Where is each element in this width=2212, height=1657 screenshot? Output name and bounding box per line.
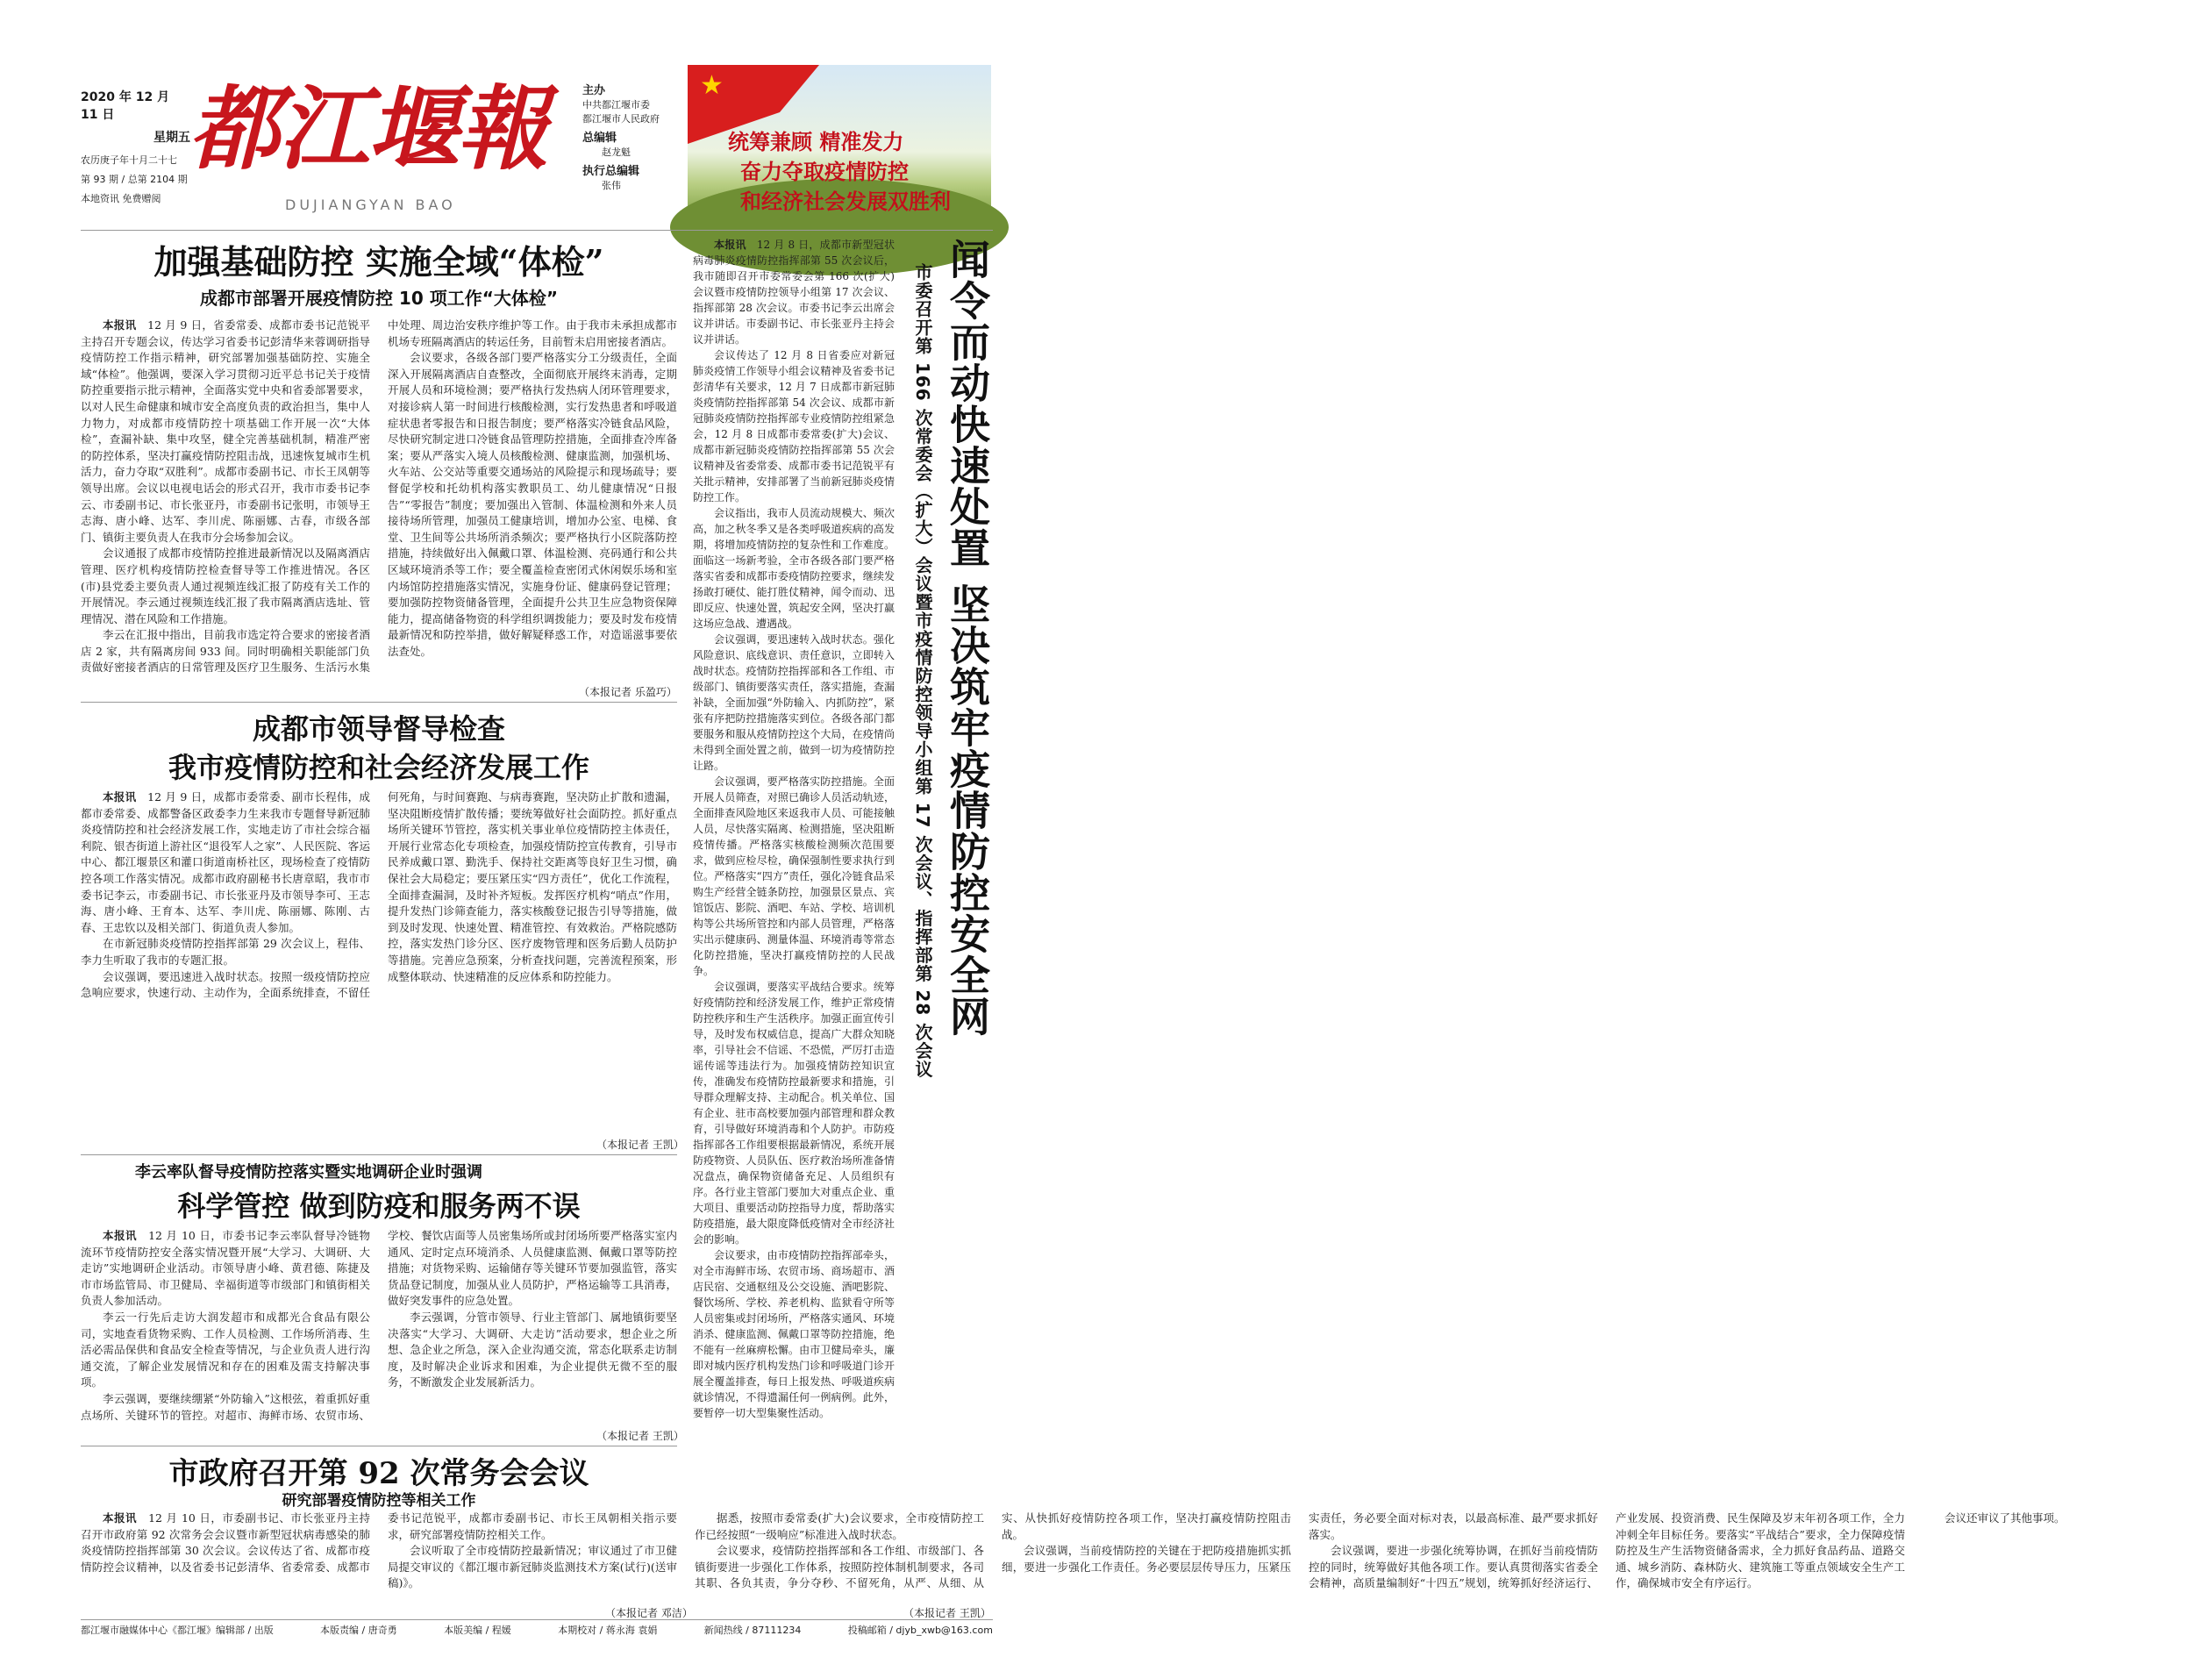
- article5-body: [693, 237, 895, 1598]
- date-block: [81, 88, 190, 205]
- article1-body: [81, 318, 677, 679]
- sponsor-block: [582, 84, 688, 193]
- article4-lead: 本报讯: [103, 1511, 138, 1525]
- banner-line-2: 奋力夺取疫情防控: [740, 160, 909, 184]
- paragraph: 据悉，按照市委常委(扩大)会议要求，全市疫情防控工作已经按照“一级响应”标准进入战时状态。: [695, 1511, 984, 1541]
- lunar-date: 农历庚子年十月二十七: [81, 154, 177, 166]
- article5-credit: （本报记者 王凯）: [903, 1607, 991, 1619]
- article1-divider: [81, 702, 677, 703]
- article2-divider: [81, 1154, 677, 1155]
- article2-credit: （本报记者 王凯）: [596, 1139, 684, 1151]
- footer-designer: 本版美编 / 程媛: [444, 1625, 511, 1636]
- paragraph: 会议要求，由市疫情防控指挥部牵头，对全市海鲜市场、农贸市场、商场超市、酒店民宿、交通枢纽及公交设施、酒吧影院、餐饮场所、学校、养老机构、监狱看守所等人员密集或封闭场所，严格落实通风、环境消杀、健康监测、佩戴口罩等防控措施，绝不能有一丝麻痹松懈。由市卫健局牵头，廉即对城内医疗机构发热门诊和呼吸道门诊开展全覆盖排查，每日上报发热、呼吸道疾病就诊情况，不得遗漏任何一例病例。此外，要暂停一切大型集聚性活动。: [693, 1249, 895, 1419]
- paragraph: 会议强调，要迅速转入战时状态。强化风险意识、底线意识、责任意识，立即转入战时状态。疫情防控指挥部和各工作组、市级部门、镇街要落实责任，落实措施，查漏补缺，全面加强“外防输入、内抓防控”，紧张有序把防控措施落实到位。各级各部门都要服务和服从疫情防控这个大局，在疫情尚未得到全面处置之前，做到一切为疫情防控让路。: [693, 633, 895, 772]
- sponsor-label: 主办: [582, 84, 606, 97]
- article4-headline: 市政府召开第 92 次常务会会议: [168, 1456, 589, 1491]
- article2-lead: 本报讯: [103, 790, 137, 804]
- article1-credit: （本报记者 乐盈巧）: [579, 686, 677, 698]
- paragraph: 李云强调，要继续绷紧“外防输入”这根弦，着重抓好重点场所、关键环节的管控。对超市、海鲜市场、农贸市场、学校、餐饮店面等人员密集场所或封闭场所要严格落实室内通风、定时定点环境消杀、人员健康监测、佩戴口罩等防控措施；对货物采购、运输储存等关键环节要加强监管，落实货品登记制度，加强从业人员防护，严格运输等工具消毒，做好突发事件的应急处置。: [81, 1229, 677, 1422]
- footer: [81, 1623, 993, 1637]
- article2-headline-line2: 我市疫情防控和社会经济发展工作: [168, 751, 589, 784]
- article3-body: [81, 1228, 677, 1426]
- article1-subhead: 成都市部署开展疫情防控 10 项工作“大体检”: [199, 288, 559, 309]
- article3-headline: 科学管控 做到防疫和服务两不误: [177, 1189, 581, 1223]
- paragraph: 12 月 9 日，省委常委、成都市委书记范锐平主持召开专题会议，传达学习省委书记彭清华来蓉调研指导疫情防控工作指示精神，研究部署加强基础防控、实施全域“体检”。他强调，要深入学习贯彻习近平总书记关于疫情防控重要指示批示精神，全面落实党中央和省委部署要求，以对人民生命健康和城市安全高度负责的政治担当，集中人力物力，对成都市疫情防控十项基础工作开展一次“大体检”，查漏补缺、集中攻坚，健全完善基础机制，精准严密的防控体系，坚决打赢疫情防控阻击战，迅速恢复城市生机活力，奋力夺取“双胜利”。成都市委副书记、市长王凤朝等领导出席。会议以电视电话会的形式召开，我市市委书记李云、市委副书记、市长张亚丹，市委副书记张明，市领导王志海、唐小峰、达军、李川虎、陈丽娜、古春，市级各部门、镇街主要负责人在我市分会场参加会议。: [81, 318, 370, 544]
- banner-line-3: 和经济社会发展双胜利: [740, 189, 951, 214]
- star-icon: ★: [700, 70, 724, 101]
- paragraph: 会议强调，要严格落实防控措施。全面开展人员筛查，对照已确诊人员活动轨迹，全面排查风险地区来返我市人员、可能接触人员，尽快落实隔离、检测措施，坚决阻断疫情传播。严格落实核酸检测频次范围要求，做到应检尽检，确保强制性要求执行到位。严格落实“四方”责任，强化冷链食品采购生产经营全链条防控，加强景区景点、宾馆饭店、影院、酒吧、车站、学校、培训机构等公共场所管控和内部人员管理，严格落实出示健康码、测量体温、环境消毒等常态化防控措施，坚决打赢疫情防控的人民战争。: [693, 775, 895, 977]
- footer-publisher: 都江堰市融媒体中心《都江堰》编辑部 / 出版: [81, 1625, 274, 1636]
- exec-editor-label: 执行总编辑: [582, 165, 640, 178]
- sponsor-2: 都江堰市人民政府: [582, 113, 660, 125]
- paragraph: 李云一行先后走访大润发超市和成都光合食品有限公司，实地查看货物采购、工作人员检测、工作场所消毒、生活必需品保供和食品安全检查等情况，与企业负责人进行沟通交流，了解企业发展情况和存在的困难及需支持解决事项。: [81, 1310, 370, 1389]
- footer-divider: [81, 1619, 993, 1620]
- issue-date: 2020 年 12 月 11 日: [81, 90, 170, 122]
- article4-body: [81, 1511, 2066, 1605]
- slogan-banner: [688, 65, 991, 223]
- distribution-note: 本地资讯 免费赠阅: [81, 193, 161, 204]
- paragraph: 12 月 10 日，市委书记李云率队督导冷链物流环节疫情防控安全落实情况暨开展“大学习、大调研、大走访”实地调研企业活动。市领导唐小峰、黄君德、陈捷及市市场监管局、市卫健局、幸福街道等市级部门和镇街相关负责人参加活动。: [81, 1229, 370, 1308]
- exec-editor: 张伟: [602, 180, 621, 191]
- paragraph: 在市新冠肺炎疫情防控指挥部第 29 次会议上，程伟、李力生听取了我市的专题汇报。: [81, 937, 370, 967]
- paragraph: 会议强调，要迅速进入战时状态。按照一级疫情防控应急响应要求，快速行动、主动作为，全面系统排查，不留任何死角，与时间赛跑、与病毒赛跑，坚决防止扩散和遗漏，坚决阻断疫情扩散传播；要统筹做好社会面防控。抓好重点场所关键环节管控，落实机关事业单位疫情防控主体责任，开展行业常态化专项检查，加强疫情防控宣传教育，引导市民养成戴口罩、勤洗手、保持社交距离等良好卫生习惯，确保社会大局稳定；要压紧压实“四方责任”，优化工作流程，全面排查漏洞，及时补齐短板。发挥医疗机构“哨点”作用，提升发热门诊筛查能力，落实核酸登记报告引导等措施，做到及时发现、快速处置、精准管控、有效救治。严格院感防控，落实发热门诊分区、医疗废物管理和医务后勤人员防护等措施。完善应急预案，分析查找问题，完善流程预案，形成整体联动、快速精准的反应体系和防控能力。: [81, 790, 677, 1000]
- paragraph: 会议还审议了其他事项。: [1944, 1511, 2066, 1525]
- footer-hotline: 新闻热线 / 87111234: [703, 1625, 802, 1636]
- chief-editor-label: 总编辑: [582, 132, 617, 145]
- paragraph: 会议要求，各级各部门要严格落实分工分级责任，全面深入开展隔离酒店自查整改，全面彻底开展终末消毒，定期开展人员和环境检测；要严格执行发热病人闭环管理要求，对接诊病人第一时间进行核酸检测，实行发热患者和呼吸道症状患者零报告和日报告制度；要严格落实冷链食品风险，尽快研究制定进口冷链食品管理防控措施，全面排查冷库备案；要从严落实入境人员核酸检测、健康监测，加强机场、火车站、公交站等重要交通场站的风险提示和现场疏导；要督促学校和托幼机构落实教职员工、幼儿健康情况“日报告”“零报告”制度；要加强出入管制、体温检测和外来人员接待场所管理，加强员工健康培训，增加办公室、电梯、食堂、卫生间等公共场所消杀频次；要严格执行小区院落防控措施，持续做好出入佩戴口罩、体温检测、亮码通行和公共区域环境消杀等工作；要全覆盖检查密闭式休闲娱乐场和室内场馆防控措施落实情况，实施身份证、健康码登记管理；要加强防控物资储备管理，全面提升公共卫生应急物资保障能力，提高储备物资的科学组织调拨能力；要及时发布疫情最新情况和防控举措，做好解疑释惑工作，对造谣滋事要依法查处。: [388, 351, 677, 658]
- paragraph: 会议听取了全市疫情防控最新情况；审议通过了市卫健局提交审议的《都江堰市新冠肺炎监测技术方案(试行)(送审稿)》。: [388, 1544, 677, 1590]
- article2-body: [81, 789, 677, 1133]
- article4-subhead: 研究部署疫情防控等相关工作: [282, 1492, 476, 1510]
- article2-headline-line1: 成都市领导督导检查: [252, 712, 505, 746]
- paragraph: 会议强调，要落实平战结合要求。统筹好疫情防控和经济发展工作，维护正常疫情防控秩序和生产生活秩序。加强正面宣传引导，及时发布权威信息，提高广大群众知晓率，引导社会不信谣、不恐慌，严厉打击造谣传谣等违法行为。加强疫情防控知识宣传，准确发布疫情防控最新要求和措施，引导群众理解支持、主动配合。机关单位、国有企业、驻市高校要加强内部管理和群众教育，引导做好环境消毒和个人防护。市防疫指挥部各工作组要根据最新情况，系统开展防疫物资、人员队伍、医疗救治场所准备情况盘点，确保物资储备充足、人员组织有序。各行业主管部门要加大对重点企业、重大项目、重要活动防控指导力度，帮助落实防疫措施，最大限度降低疫情对全市经济社会的影响。: [693, 981, 895, 1246]
- paragraph: 会议强调，要进一步强化统筹协调，在抓好当前疫情防控的同时，统筹做好其他各项工作。要认真贯彻落实省委全会精神，高质量编制好“十四五”规划，统筹抓好经济运行、产业发展、投资消费、民生保障及岁末年初各项工作，全力冲刺全年目标任务。要落实“平战结合”要求，全力保障疫情防控及生产生活物资储备需求，全力抓好食品药品、道路交通、城乡消防、森林防火、建筑施工等重点领域安全生产工作，确保城市安全有序运行。: [1309, 1511, 1905, 1590]
- article3-credit: （本报记者 王凯）: [596, 1430, 684, 1442]
- paragraph: 会议通报了成都市疫情防控推进最新情况以及隔离酒店管理、医疗机构疫情防控检查督导等工作推进情况。各区(市)县党委主要负责人通过视频连线汇报了防疫有关工作的开展情况。李云通过视频连线汇报了我市隔离酒店选址、管理情况、潜在风险和工作措施。: [81, 546, 370, 625]
- sponsor-1: 中共都江堰市委: [582, 99, 650, 111]
- masthead-title: 都江堰報: [189, 75, 547, 182]
- footer-editor: 本版责编 / 唐奇勇: [320, 1625, 397, 1636]
- paragraph: 李云强调，分管市领导、行业主管部门、属地镇街要坚决落实“大学习、大调研、大走访”活动要求，想企业之所想、急企业之所急，深入企业沟通交流，常态化联系走访制度，及时解决企业诉求和困难，为企业提供无微不至的服务，不断激发企业发展新活力。: [388, 1310, 677, 1389]
- paragraph: 12 月 8 日，成都市新型冠状病毒肺炎疫情防控指挥部第 55 次会议后，我市随即召开市委常委会第 166 次(扩大)会议暨市疫情防控领导小组第 17 次会议、指挥部第 28 次会议。市委书记李云出席会议并讲话。市委副书记、市长张亚丹主持会议并讲话。: [693, 239, 895, 346]
- footer-email: 投稿邮箱 / djyb_xwb@163.com: [847, 1625, 993, 1636]
- masthead-logo: [189, 63, 576, 212]
- weekday: 星期五: [153, 131, 190, 145]
- article5-title: 闻令而动快速处置 坚决筑牢疫情防控安全网: [944, 239, 991, 1038]
- paragraph: 12 月 10 日，市委副书记、市长张亚丹主持召开市政府第 92 次常务会会议暨市新型冠状病毒感染的肺炎疫情防控指挥部第 30 次会议。会议传达了省、成都市疫情防控会议精神，以及省委书记彭清华、省委常委、成都市委书记范锐平，成都市委副书记、市长王凤朝相关指示要求，研究部署疫情防控相关工作。: [81, 1511, 677, 1574]
- paragraph: 会议强调，当前疫情防控的关键在于把防疫措施抓实抓细，要进一步强化工作责任。务必要层层传导压力，压紧压实责任，务必要全面对标对表，以最高标准、最严要求抓好落实。: [1002, 1511, 1598, 1574]
- issue-number: 第 93 期 / 总第 2104 期: [81, 174, 188, 185]
- article3-lead: 本报讯: [103, 1229, 138, 1242]
- article1-lead: 本报讯: [103, 318, 137, 332]
- masthead-divider: [81, 230, 993, 231]
- paragraph: 李云在汇报中指出，目前我市选定符合要求的密接者酒店 2 家，共有隔离房间 933 间。同时明确相关职能部门负责做好密接者酒店的日常管理及医疗卫生服务、生活污水集中处理、周边治安秩序维护等工作。由于我市未承担成都市机场专班隔离酒店的转运任务，目前暂未启用密接者酒店。: [81, 318, 677, 675]
- article4-credit: （本报记者 邓洁）: [605, 1607, 693, 1619]
- chief-editor: 赵龙魁: [602, 146, 631, 158]
- article5-lead: 本报讯: [714, 239, 746, 251]
- article3-kicker: 李云率队督导疫情防控落实暨实地调研企业时强调: [135, 1163, 482, 1182]
- article1-headline: 加强基础防控 实施全域“体检”: [153, 242, 604, 282]
- paragraph: 会议传达了 12 月 8 日省委应对新冠肺炎疫情工作领导小组会议精神及省委书记彭清华有关要求，12 月 7 日成都市新冠肺炎疫情防控指挥部第 54 次会议、成都市新冠肺炎疫情防控指挥部专业疫情防控组紧急会，12 月 8 日成都市委常委(扩大)会议、成都市新冠肺炎疫情防控指挥部第 55 次会议精神及省委常委、成都市委书记范锐平有关批示精神，安排部署了当前新冠肺炎疫情防控工作。: [693, 349, 895, 504]
- banner-line-1: 统筹兼顾 精准发力: [728, 130, 904, 154]
- masthead-title-en: DUJIANGYAN BAO: [285, 196, 456, 213]
- paragraph: 12 月 9 日，成都市委常委、副市长程伟，成都市委常委、成都警备区政委李力生来我市专题督导新冠肺炎疫情防控和社会经济发展工作，实地走访了市社会综合福利院、银杏街道上游社区“退役军人之家”、人民医院、客运中心、都江堰景区和灌口街道南桥社区，现场检查了疫情防控各项工作落实情况。成都市政府副秘书长唐章昭，我市市委书记李云，市委副书记、市长张亚丹及市领导李可、王志海、唐小峰、王育本、达军、李川虎、陈丽娜、陈刚、古春、王忠钦以及相关部门、街道负责人参加。: [81, 790, 370, 934]
- footer-proof: 本期校对 / 蒋永海 袁娟: [558, 1625, 658, 1636]
- paragraph: 会议要求，疫情防控指挥部和各工作组、市级部门、各镇街要进一步强化工作体系，按照防控体制机制要求，各司其职、各负其责，争分夺秒、不留死角，从严、从细、从实、从快抓好疫情防控各项工作，坚决打赢疫情防控阻击战。: [695, 1511, 1291, 1590]
- article5-subtitle: 市委召开第 166 次常委会（扩大）会议暨市疫情防控领导小组第 17 次会议、指挥部第 28 次会议: [912, 263, 933, 1079]
- paragraph: 会议指出，我市人员流动规模大、频次高，加之秋冬季又是各类呼吸道疾病的高发期，将增加疫情防控的复杂性和工作难度。面临这一场新考验，全市各级各部门要严格落实省委和成都市委疫情防控要求，继续发扬敢打硬仗、能打胜仗精神，闻令而动、迅即反应、快速处置，筑起安全网，坚决打赢这场应急战、遭遇战。: [693, 507, 895, 630]
